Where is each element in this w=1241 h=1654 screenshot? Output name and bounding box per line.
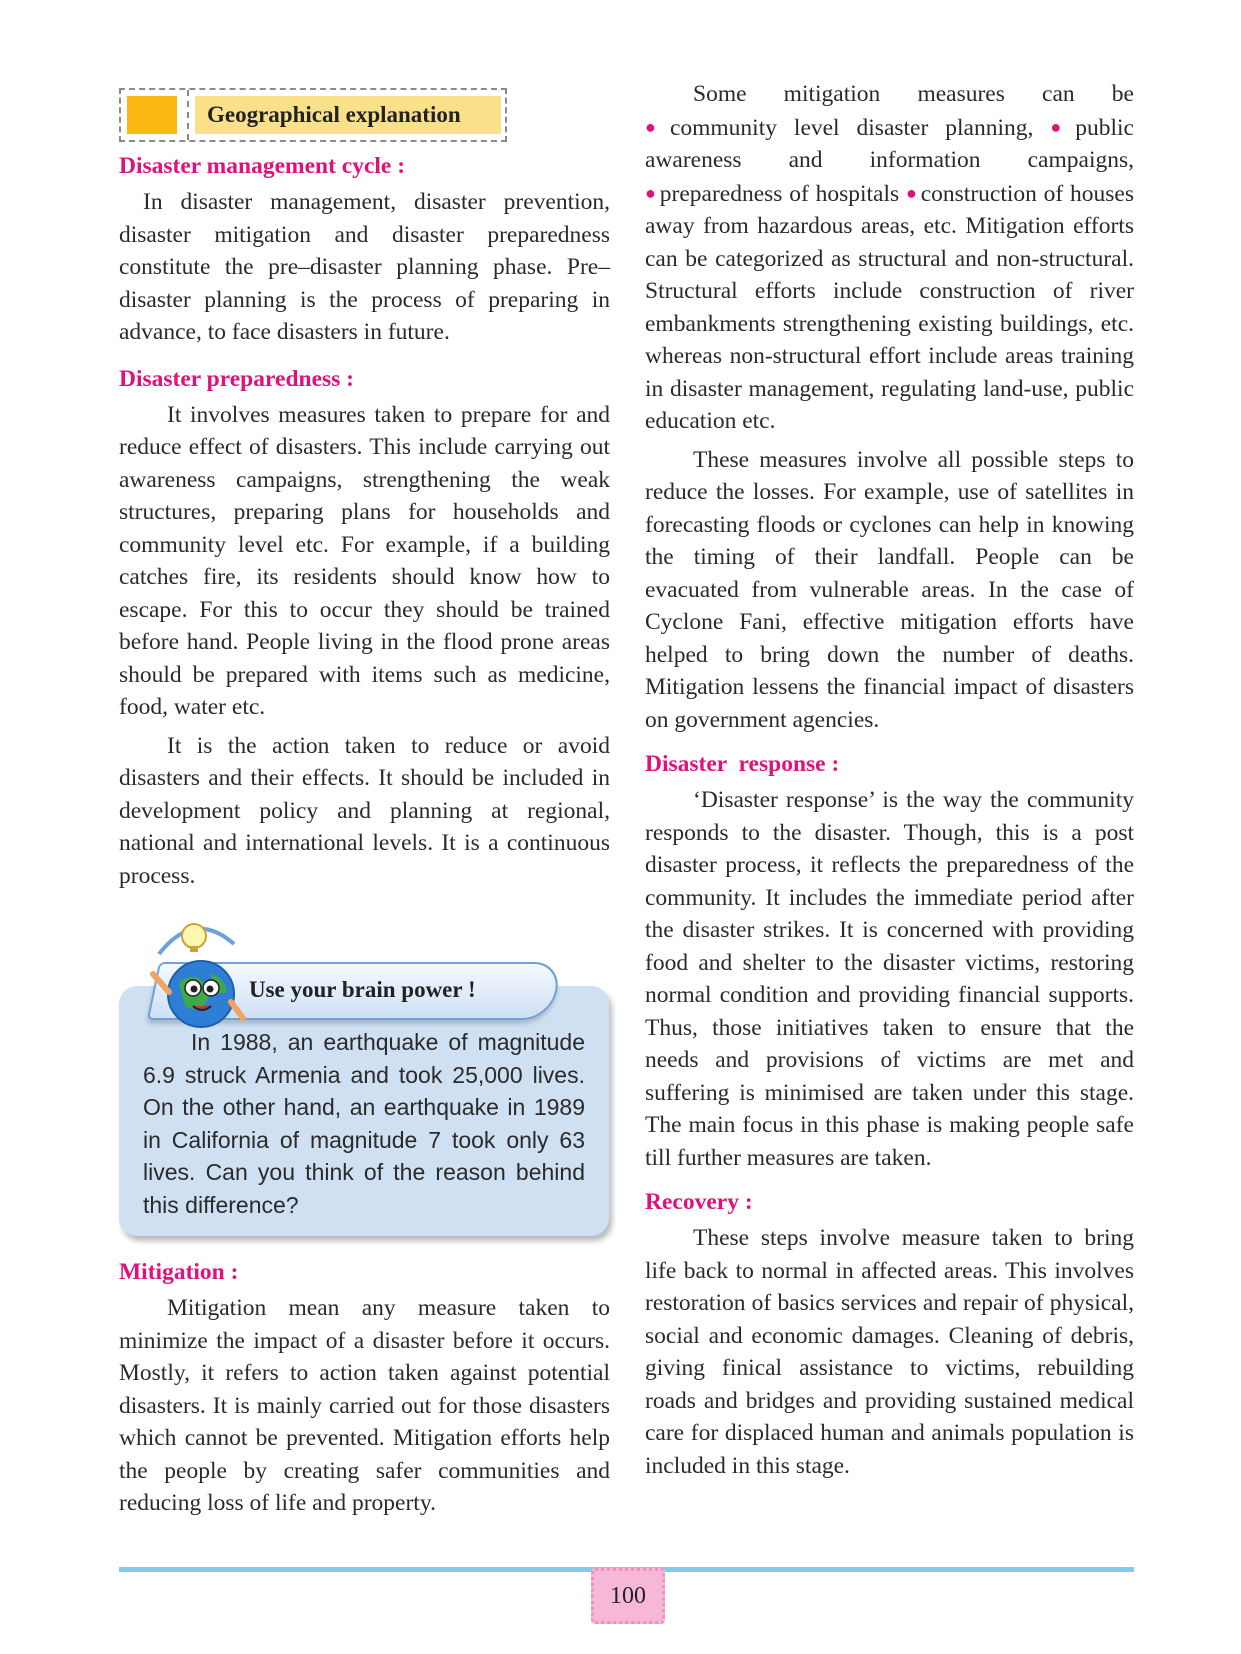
bullet-dot-icon: ● <box>905 182 918 203</box>
paragraph-recovery: These steps involve measure taken to bring life back to normal in affected areas. This involves restoration of basics services and repair of physical, social and economic damages. Cleaning of debris, giving finical assistance to victims, rebuilding roads and bridges and providing sustained medical care for displaced human and animals population is included in this stage. <box>645 1225 1134 1479</box>
brain-power-box <box>119 914 610 1244</box>
bullet-dot-icon: ● <box>645 182 657 203</box>
brain-power-title: Use your brain power ! <box>249 977 476 1002</box>
bullet-dot-icon: ● <box>1050 116 1073 137</box>
measures-rest: Mitigation efforts can be categorized as structural and non-structural. Structural efforts include construction of river embankments strengthening existing buildings, etc. whereas non-structural effort include areas training in disaster management, regulating land-use, public education etc. <box>645 213 1134 434</box>
paragraph-measures-2: These measures involve all possible steps to reduce the losses. For example, use of satellites in forecasting floods or cyclones can help in knowing the timing of their landfall. People can be evacuated from vulnerable areas. In the case of Cyclone Fani, effective mitigation efforts have helped to bring down the number of deaths. Mitigation lessens the financial impact of disasters on government agencies. <box>645 446 1134 733</box>
paragraph-response: ‘Disaster response’ is the way the community responds to the disaster. Though, this is a post disaster process, it reflects the preparedness of the community. It includes the immediate period after the disaster strikes. It is concerned with providing food and shelter to the disaster victims, restoring normal condition and providing financial supports. Thus, those initiatives taken to ensure that the needs and provisions of victims are met and suffering is minimised are taken under this stage. The main focus in this phase is making people safe till further measures are taken. <box>645 787 1134 1171</box>
measures-intro: Some mitigation measures can be <box>693 81 1134 107</box>
geographical-explanation-label: Geographical explanation <box>195 96 501 134</box>
page-number: 100 <box>591 1568 665 1624</box>
bullet-dot-icon: ● <box>645 116 667 137</box>
geo-separator <box>187 90 189 140</box>
heading-recovery: Recovery : <box>645 1189 753 1215</box>
brain-power-text: In 1988, an earthquake of magnitude 6.9 struck Armenia and took 25,000 lives. On the other hand, an earthquake in 1989 in California of magnitude 7 took only 63 lives. Can you think of the reason behind this difference? <box>143 1029 585 1218</box>
measure-item-1: community level disaster planning, <box>669 114 1034 141</box>
measure-item-2: public awareness and information campaigns, <box>645 114 1134 173</box>
heading-disaster-management-cycle: Disaster management cycle : <box>119 153 406 179</box>
paragraph-preparedness-1: It involves measures taken to prepare for and reduce effect of disasters. This include carrying out awareness campaigns, strengthening the weak structures, preparing plans for households and community level etc. For example, if a building catches fire, its residents should know how to escape. For this to occur they should be trained before hand. People living in the flood prone areas should be prepared with items such as medicine, food, water etc. <box>119 401 610 720</box>
measure-item-4: construction of houses away from hazardous areas, etc. <box>645 180 1134 239</box>
paragraph-measures <box>645 78 1134 438</box>
paragraph-mitigation: Mitigation mean any measure taken to minimize the impact of a disaster before it occurs. Mostly, it refers to action taken against potential disasters. It is mainly carried out for those disasters which cannot be prevented. Mitigation efforts help the people by creating safer communities and reducing loss of life and property. <box>119 1295 610 1516</box>
right-column <box>645 78 1134 1488</box>
measure-item-3: preparedness of hospitals <box>659 180 900 207</box>
left-column <box>119 78 610 1526</box>
paragraph-cycle: In disaster management, disaster prevention, disaster mitigation and disaster preparedness constitute the pre–disaster planning phase. Pre–disaster planning is the process of preparing in advance, to face disasters in future. <box>119 189 610 345</box>
geographical-explanation-header <box>119 88 507 142</box>
heading-disaster-response: Disaster response : <box>645 751 840 777</box>
heading-mitigation: Mitigation : <box>119 1259 239 1285</box>
geo-accent-square <box>127 96 177 134</box>
heading-disaster-preparedness: Disaster preparedness : <box>119 365 354 392</box>
globe-mascot-icon <box>139 914 249 1034</box>
paragraph-preparedness-2: It is the action taken to reduce or avoid disasters and their effects. It should be included in development policy and planning at regional, national and international levels. It is a continuous process. <box>119 732 610 889</box>
